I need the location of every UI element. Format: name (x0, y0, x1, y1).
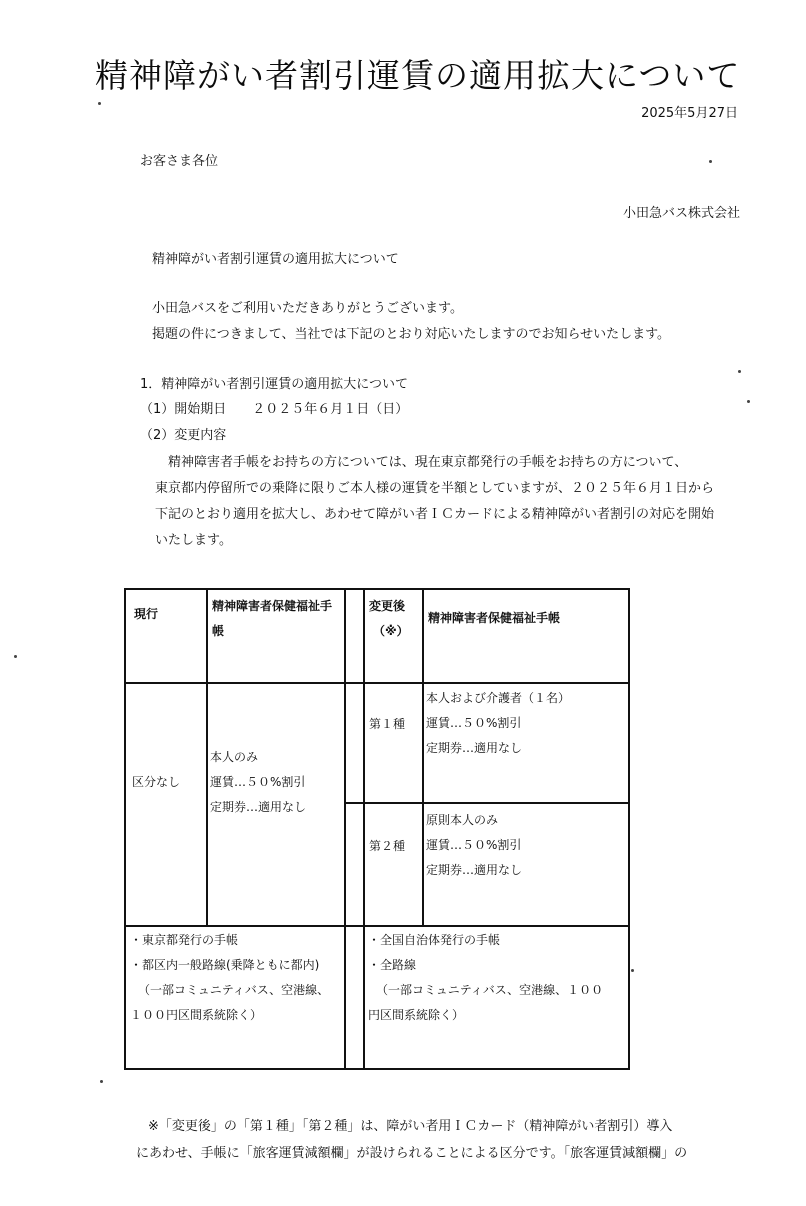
table-divider (344, 590, 346, 1068)
table-divider (126, 925, 628, 927)
type2-label: 第２種 (369, 839, 406, 853)
type1-content: 本人および介護者（１名） 運賃…５０%割引 定期券…適用なし (426, 691, 571, 755)
table-divider (422, 590, 424, 925)
scan-speck (14, 655, 17, 658)
current-category: 区分なし (132, 775, 181, 789)
scan-speck (631, 969, 634, 972)
type1-label: 第１種 (369, 717, 406, 731)
subject-line: 精神障がい者割引運賃の適用拡大について (152, 252, 399, 267)
company-name: 小田急バス株式会社 (622, 206, 740, 221)
paragraph-line: いたします。 (155, 533, 232, 548)
scan-speck (709, 160, 712, 163)
table-divider (344, 802, 628, 804)
intro-line-2: 掲題の件につきまして、当社では下記のとおり対応いたしますのでお知らせいたします。 (152, 327, 671, 342)
scan-speck (100, 1080, 103, 1083)
scan-speck (738, 370, 741, 373)
issue-date: 2025年5月27日 (641, 106, 738, 121)
footnote-line: にあわせ、手帳に「旅客運賃減額欄」が設けられることによる区分です。「旅客運賃減額欄」の (136, 1146, 688, 1161)
change-content-item: （2）変更内容 (140, 428, 227, 443)
table-divider (363, 590, 365, 1068)
type2-content: 原則本人のみ 運賃…５０%割引 定期券…適用なし (426, 813, 523, 877)
after-scope: ・全国自治体発行の手帳 ・全路線 （一部コミュニティバス、空港線、１００ 円区間系統除く） (368, 933, 604, 1022)
paragraph-line: 東京都内停留所での乗降に限りご本人様の運賃を半額としていますが、２０２５年６月１日から (155, 481, 715, 496)
current-content: 本人のみ 運賃…５０%割引 定期券…適用なし (210, 750, 307, 814)
current-label: 現行 (134, 607, 159, 621)
change-description (155, 450, 714, 554)
footnote-line: ※「変更後」の「第１種」「第２種」は、障がい者用ＩＣカード（精神障がい者割引）導入 (148, 1119, 673, 1134)
addressee: お客さま各位 (140, 154, 219, 169)
paragraph-line: 精神障害者手帳をお持ちの方については、現在東京都発行の手帳をお持ちの方について、 (155, 455, 688, 470)
table-divider (206, 590, 208, 925)
section-heading: 1．精神障がい者割引運賃の適用拡大について (140, 377, 409, 392)
table-divider (126, 682, 628, 684)
current-header: 精神障害者保健福祉手 帳 (212, 599, 333, 638)
current-scope: ・東京都発行の手帳 ・都区内一般路線(乗降ともに都内) （一部コミュニティバス、空港線、 １００円区間系統除く） (130, 933, 330, 1022)
paragraph-line: 下記のとおり適用を拡大し、あわせて障がい者ＩＣカードによる精神障がい者割引の対応を開始 (155, 507, 715, 522)
scan-speck (747, 400, 750, 403)
comparison-table (124, 588, 630, 1070)
page-title: 精神障がい者割引運賃の適用拡大について (95, 56, 741, 95)
intro-line-1: 小田急バスをご利用いただきありがとうございます。 (152, 301, 463, 316)
after-label: 変更後 （※） (369, 599, 409, 638)
scan-speck (98, 102, 101, 105)
start-date-item: （1）開始期日 ２０２５年６月１日（日） (140, 402, 409, 417)
footnote (136, 1113, 688, 1167)
after-header: 精神障害者保健福祉手帳 (428, 611, 561, 625)
